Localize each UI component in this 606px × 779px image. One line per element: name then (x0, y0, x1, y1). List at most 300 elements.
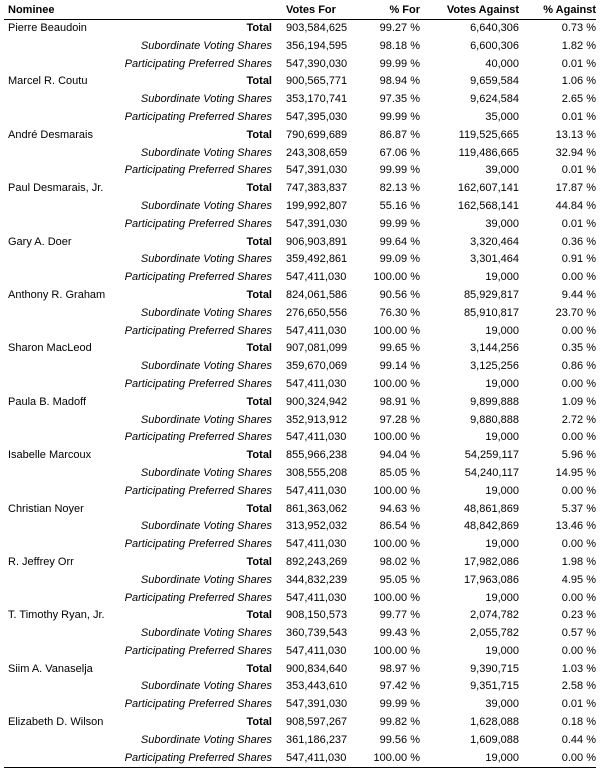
share-class-label: Participating Preferred Shares (124, 698, 272, 711)
votes-against-value: 19,000 (420, 750, 519, 768)
nominee-name (4, 323, 124, 341)
pct-for-value: 100.00 % (373, 377, 420, 390)
votes-against-value: 6,640,306 (470, 22, 519, 34)
share-class-label: Participating Preferred Shares (124, 591, 272, 604)
pct-for-value: 86.54 % (379, 520, 420, 533)
votes-against-value: 39,000 (485, 217, 519, 230)
pct-for-value: 67.06 % (379, 146, 420, 159)
votes-for-value: 547,411,030 (286, 484, 347, 497)
nominee-name: R. Jeffrey Orr (8, 555, 74, 568)
share-class-label: Total (246, 609, 272, 622)
share-class-label: Participating Preferred Shares (124, 484, 272, 497)
pct-for-value: 97.35 % (379, 93, 420, 106)
table-row (4, 732, 596, 750)
nominee-name (4, 750, 124, 768)
votes-against-value: 54,259,117 (464, 449, 519, 462)
pct-against-value: 44.84 % (555, 199, 596, 212)
header-share-class (124, 2, 274, 20)
nominee-name (4, 572, 124, 590)
votes-for-value: 547,411,030 (274, 750, 363, 768)
nominee-name: Christian Noyer (8, 502, 84, 515)
nominee-name (4, 678, 124, 696)
pct-against-value: 0.57 % (561, 627, 596, 640)
table-row (4, 91, 596, 109)
votes-against-value: 2,074,782 (470, 609, 519, 622)
table-row (4, 251, 596, 269)
share-class-label: Participating Preferred Shares (124, 750, 274, 768)
votes-against-value: 1,609,088 (470, 733, 519, 746)
votes-against-value: 6,600,306 (470, 39, 519, 52)
share-class-label: Total (246, 662, 272, 675)
votes-for-value: 547,411,030 (286, 538, 347, 551)
pct-against-value: 0.00 % (561, 324, 596, 337)
votes-for-value: 359,492,861 (286, 253, 348, 266)
table-row (4, 198, 596, 216)
table-row (4, 376, 596, 394)
table-row (4, 625, 596, 643)
nominee-name: Anthony R. Graham (8, 288, 106, 301)
pct-for-value: 100.00 % (373, 484, 420, 497)
votes-for-value: 547,411,030 (286, 377, 347, 390)
votes-against-value: 17,963,086 (463, 573, 519, 586)
pct-for-value: 99.09 % (379, 253, 420, 266)
table-row (4, 661, 596, 679)
nominee-name (4, 305, 124, 323)
pct-for-value: 99.99 % (379, 110, 420, 123)
pct-against-value: 0.01 % (561, 110, 596, 123)
table-row (4, 750, 596, 768)
pct-against-value: 14.95 % (555, 466, 596, 479)
table-row (4, 127, 596, 145)
table-body (4, 20, 596, 768)
share-class-label: Participating Preferred Shares (124, 377, 272, 390)
share-class-label: Total (246, 75, 272, 88)
votes-against-value: 119,525,665 (458, 128, 519, 141)
pct-for-value: 100.00 % (373, 538, 420, 551)
nominee-name (4, 483, 124, 501)
votes-against-value: 162,607,141 (457, 182, 519, 195)
table-row (4, 269, 596, 287)
pct-for-value: 100.00 % (373, 324, 420, 337)
pct-for-value: 99.65 % (379, 342, 420, 355)
votes-against-value: 3,320,464 (470, 235, 519, 248)
pct-for-value: 99.43 % (379, 627, 420, 640)
votes-for-value: 547,411,030 (286, 644, 347, 657)
votes-for-value: 356,194,595 (286, 39, 348, 52)
table-row (4, 607, 596, 625)
table-row (4, 38, 596, 56)
pct-against-value: 0.01 % (561, 698, 596, 711)
share-class-label: Subordinate Voting Shares (140, 253, 272, 266)
nominee-name: Elizabeth D. Wilson (8, 716, 104, 729)
pct-against-value: 23.70 % (555, 306, 596, 319)
votes-against-value: 19,000 (485, 538, 519, 551)
table-row (4, 643, 596, 661)
nominee-name (4, 198, 124, 216)
nominee-name (4, 376, 124, 394)
pct-for-value: 99.56 % (379, 733, 420, 746)
nominee-name (4, 590, 124, 608)
table-header (4, 2, 596, 20)
pct-for-value: 100.00 % (373, 431, 420, 444)
pct-against-value: 0.00 % (561, 484, 596, 497)
pct-for-value: 99.77 % (379, 609, 420, 622)
pct-against-value: 1.82 % (561, 39, 596, 52)
votes-for-value: 908,597,267 (286, 716, 348, 729)
pct-for-value: 99.64 % (379, 235, 420, 248)
pct-against-value: 0.86 % (561, 360, 596, 373)
share-class-label: Subordinate Voting Shares (140, 39, 272, 52)
table-row (4, 216, 596, 234)
share-class-label: Total (246, 716, 272, 729)
pct-against-value: 0.18 % (561, 716, 596, 729)
share-class-label: Subordinate Voting Shares (140, 573, 272, 586)
table-row (4, 305, 596, 323)
pct-for-value: 99.14 % (379, 360, 420, 373)
pct-against-value: 9.44 % (561, 288, 596, 301)
pct-against-value: 0.01 % (561, 217, 596, 230)
pct-against-value: 0.36 % (561, 235, 596, 248)
votes-against-value: 17,982,086 (463, 555, 519, 568)
votes-for-value: 900,565,771 (286, 75, 348, 88)
pct-for-value: 85.05 % (379, 466, 420, 479)
votes-for-value: 199,992,807 (286, 199, 348, 212)
votes-for-value: 308,555,208 (286, 466, 348, 479)
header-row (4, 2, 596, 20)
pct-against-value: 2.58 % (561, 680, 596, 693)
table-row (4, 180, 596, 198)
pct-against-value: 13.46 % (555, 520, 596, 533)
share-class-label: Total (246, 182, 272, 195)
votes-against-value: 3,125,256 (470, 360, 519, 373)
nominee-name (4, 269, 124, 287)
pct-against-value: 13.13 % (555, 128, 596, 141)
nominee-name: Siim A. Vanaselja (8, 662, 93, 675)
votes-for-value: 547,395,030 (286, 110, 348, 123)
pct-against-value: 0.00 % (519, 750, 596, 768)
pct-for-value: 98.18 % (379, 39, 420, 52)
share-class-label: Participating Preferred Shares (124, 644, 272, 657)
votes-for-value: 344,832,239 (286, 573, 348, 586)
votes-for-value: 352,913,912 (286, 413, 348, 426)
votes-against-value: 19,000 (485, 377, 519, 390)
votes-for-value: 360,739,543 (286, 627, 348, 640)
pct-against-value: 1.03 % (561, 662, 596, 675)
table-row (4, 412, 596, 430)
header-nominee: Nominee (4, 2, 124, 20)
nominee-name (4, 625, 124, 643)
pct-for-value: 98.02 % (379, 555, 420, 568)
votes-for-value: 353,443,610 (286, 680, 348, 693)
pct-against-value: 0.73 % (561, 22, 596, 34)
nominee-name: Pierre Beaudoin (8, 22, 87, 34)
votes-for-value: 243,308,659 (286, 146, 348, 159)
pct-against-value: 1.98 % (561, 555, 596, 568)
votes-against-value: 54,240,117 (464, 466, 519, 479)
pct-for-value: 98.97 % (379, 662, 420, 675)
share-class-label: Participating Preferred Shares (124, 271, 272, 284)
table-row (4, 590, 596, 608)
share-class-label: Participating Preferred Shares (124, 110, 272, 123)
votes-against-value: 9,659,584 (470, 75, 519, 88)
votes-for-value: 547,391,030 (286, 164, 348, 177)
votes-for-value: 361,186,237 (286, 733, 348, 746)
share-class-label: Subordinate Voting Shares (140, 199, 272, 212)
share-class-label: Total (246, 235, 272, 248)
pct-against-value: 32.94 % (555, 146, 596, 159)
votes-against-value: 48,842,869 (463, 520, 519, 533)
pct-against-value: 1.06 % (561, 75, 596, 88)
votes-for-value: 547,411,030 (286, 591, 347, 604)
pct-for-value: 97.42 % (379, 680, 420, 693)
pct-against-value: 1.09 % (561, 395, 596, 408)
votes-for-value: 906,903,891 (286, 235, 348, 248)
table-row (4, 323, 596, 341)
votes-against-value: 19,000 (485, 591, 519, 604)
nominee-name (4, 38, 124, 56)
votes-against-value: 85,929,817 (463, 288, 519, 301)
table-row (4, 73, 596, 91)
share-class-label: Subordinate Voting Shares (140, 627, 272, 640)
votes-against-value: 19,000 (485, 644, 519, 657)
nominee-name: Paula B. Madoff (8, 395, 87, 408)
votes-for-value: 547,411,030 (286, 431, 347, 444)
table-row (4, 714, 596, 732)
pct-for-value: 94.04 % (379, 449, 420, 462)
votes-against-value: 40,000 (485, 57, 519, 70)
share-class-label: Total (246, 395, 272, 408)
pct-for-value: 100.00 % (363, 750, 420, 768)
votes-for-value: 790,699,689 (286, 128, 348, 141)
table-row (4, 465, 596, 483)
table-row (4, 109, 596, 127)
voting-results-document (4, 2, 596, 768)
votes-against-value: 9,624,584 (470, 93, 519, 106)
nominee-name (4, 643, 124, 661)
votes-against-value: 39,000 (485, 164, 519, 177)
pct-against-value: 0.01 % (561, 164, 596, 177)
votes-for-value: 908,150,573 (286, 609, 348, 622)
nominee-name: Marcel R. Coutu (8, 75, 88, 88)
table-row (4, 572, 596, 590)
pct-for-value: 86.87 % (379, 128, 420, 141)
share-class-label: Participating Preferred Shares (124, 431, 272, 444)
nominee-name: Isabelle Marcoux (8, 449, 92, 462)
nominee-name (4, 518, 124, 536)
votes-for-value: 747,383,837 (286, 182, 348, 195)
pct-against-value: 0.00 % (561, 377, 596, 390)
pct-for-value: 99.27 % (379, 22, 420, 34)
votes-against-value: 9,390,715 (470, 662, 519, 675)
pct-for-value: 95.05 % (379, 573, 420, 586)
table-row (4, 394, 596, 412)
pct-for-value: 55.16 % (379, 199, 420, 212)
votes-for-value: 353,170,741 (286, 93, 348, 106)
nominee-name (4, 109, 124, 127)
votes-against-value: 1,628,088 (470, 716, 519, 729)
pct-against-value: 0.00 % (561, 271, 596, 284)
table-row (4, 145, 596, 163)
share-class-label: Participating Preferred Shares (124, 217, 272, 230)
votes-for-value: 313,952,032 (286, 520, 348, 533)
pct-for-value: 82.13 % (379, 182, 420, 195)
nominee-name (4, 162, 124, 180)
pct-against-value: 0.91 % (561, 253, 596, 266)
nominee-name (4, 251, 124, 269)
share-class-label: Total (246, 449, 272, 462)
nominee-name: Gary A. Doer (8, 235, 72, 248)
pct-against-value: 2.65 % (561, 93, 596, 106)
votes-against-value: 9,899,888 (470, 395, 519, 408)
table-row (4, 678, 596, 696)
pct-for-value: 97.28 % (379, 413, 420, 426)
table-row (4, 696, 596, 714)
votes-for-value: 276,650,556 (286, 306, 348, 319)
pct-for-value: 98.94 % (379, 75, 420, 88)
table-row (4, 447, 596, 465)
share-class-label: Total (246, 555, 272, 568)
share-class-label: Participating Preferred Shares (124, 538, 272, 551)
header-votes-against: Votes Against (420, 2, 519, 20)
votes-for-value: 855,966,238 (286, 449, 348, 462)
pct-for-value: 100.00 % (373, 591, 420, 604)
table-row (4, 56, 596, 74)
share-class-label: Subordinate Voting Shares (140, 306, 272, 319)
nominee-name (4, 412, 124, 430)
share-class-label: Participating Preferred Shares (124, 164, 272, 177)
table-row (4, 20, 596, 38)
pct-against-value: 5.96 % (561, 449, 596, 462)
share-class-label: Total (246, 288, 272, 301)
nominee-name: André Desmarais (8, 128, 93, 141)
pct-for-value: 99.99 % (379, 57, 420, 70)
table-row (4, 340, 596, 358)
pct-for-value: 90.56 % (379, 288, 420, 301)
table-row (4, 518, 596, 536)
votes-against-value: 19,000 (485, 484, 519, 497)
share-class-label: Total (246, 22, 272, 34)
votes-against-value: 3,301,464 (470, 253, 519, 266)
pct-for-value: 94.63 % (379, 502, 420, 515)
share-class-label: Participating Preferred Shares (124, 57, 272, 70)
table-row (4, 501, 596, 519)
votes-against-value: 39,000 (485, 698, 519, 711)
table-row (4, 234, 596, 252)
pct-against-value: 0.00 % (561, 591, 596, 604)
votes-for-value: 547,411,030 (286, 271, 347, 284)
share-class-label: Subordinate Voting Shares (140, 93, 272, 106)
header-votes-for: Votes For (274, 2, 363, 20)
pct-against-value: 0.00 % (561, 644, 596, 657)
share-class-label: Total (246, 128, 272, 141)
header-pct-against: % Against (519, 2, 596, 20)
votes-for-value: 359,670,069 (286, 360, 348, 373)
table-row (4, 162, 596, 180)
pct-for-value: 100.00 % (373, 644, 420, 657)
votes-against-value: 2,055,782 (470, 627, 519, 640)
header-pct-for: % For (363, 2, 420, 20)
pct-against-value: 0.00 % (561, 431, 596, 444)
share-class-label: Subordinate Voting Shares (140, 360, 272, 373)
share-class-label: Total (246, 502, 272, 515)
nominee-name (4, 56, 124, 74)
nominee-name: Paul Desmarais, Jr. (8, 182, 104, 195)
table-row (4, 536, 596, 554)
pct-against-value: 0.23 % (561, 609, 596, 622)
nominee-name (4, 145, 124, 163)
voting-results-table (4, 2, 596, 768)
pct-against-value: 5.37 % (561, 502, 596, 515)
table-row (4, 358, 596, 376)
pct-against-value: 4.95 % (561, 573, 596, 586)
pct-for-value: 100.00 % (373, 271, 420, 284)
votes-against-value: 119,486,665 (458, 146, 519, 159)
pct-against-value: 0.00 % (561, 538, 596, 551)
share-class-label: Subordinate Voting Shares (140, 466, 272, 479)
pct-for-value: 99.99 % (379, 217, 420, 230)
pct-for-value: 99.99 % (379, 698, 420, 711)
nominee-name (4, 91, 124, 109)
table-row (4, 554, 596, 572)
share-class-label: Total (246, 342, 272, 355)
votes-against-value: 19,000 (485, 271, 519, 284)
votes-against-value: 35,000 (485, 110, 519, 123)
pct-against-value: 0.44 % (561, 733, 596, 746)
votes-for-value: 907,081,099 (286, 342, 348, 355)
votes-for-value: 900,834,640 (286, 662, 348, 675)
share-class-label: Subordinate Voting Shares (140, 413, 272, 426)
votes-for-value: 547,391,030 (286, 698, 348, 711)
nominee-name: Sharon MacLeod (8, 342, 92, 355)
votes-for-value: 547,390,030 (286, 57, 348, 70)
votes-against-value: 162,568,141 (457, 199, 519, 212)
votes-against-value: 9,880,888 (470, 413, 519, 426)
votes-against-value: 3,144,256 (470, 342, 519, 355)
nominee-name: T. Timothy Ryan, Jr. (8, 609, 105, 622)
nominee-name (4, 429, 124, 447)
votes-for-value: 900,324,942 (286, 395, 348, 408)
votes-for-value: 903,584,625 (286, 22, 348, 34)
votes-for-value: 861,363,062 (286, 502, 348, 515)
votes-against-value: 48,861,869 (463, 502, 519, 515)
nominee-name (4, 216, 124, 234)
table-row (4, 287, 596, 305)
pct-for-value: 99.82 % (379, 716, 420, 729)
nominee-name (4, 696, 124, 714)
pct-against-value: 0.01 % (561, 57, 596, 70)
votes-for-value: 547,411,030 (286, 324, 347, 337)
share-class-label: Subordinate Voting Shares (140, 146, 272, 159)
votes-for-value: 547,391,030 (286, 217, 348, 230)
share-class-label: Participating Preferred Shares (124, 324, 272, 337)
votes-against-value: 19,000 (485, 431, 519, 444)
pct-against-value: 0.35 % (561, 342, 596, 355)
nominee-name (4, 358, 124, 376)
table-row (4, 483, 596, 501)
nominee-name (4, 536, 124, 554)
pct-for-value: 99.99 % (379, 164, 420, 177)
pct-against-value: 2.72 % (561, 413, 596, 426)
pct-against-value: 17.87 % (555, 182, 596, 195)
table-row (4, 429, 596, 447)
share-class-label: Subordinate Voting Shares (140, 520, 272, 533)
nominee-name (4, 732, 124, 750)
pct-for-value: 98.91 % (379, 395, 420, 408)
share-class-label: Subordinate Voting Shares (140, 680, 272, 693)
nominee-name (4, 465, 124, 483)
votes-against-value: 9,351,715 (470, 680, 519, 693)
votes-for-value: 824,061,586 (286, 288, 348, 301)
